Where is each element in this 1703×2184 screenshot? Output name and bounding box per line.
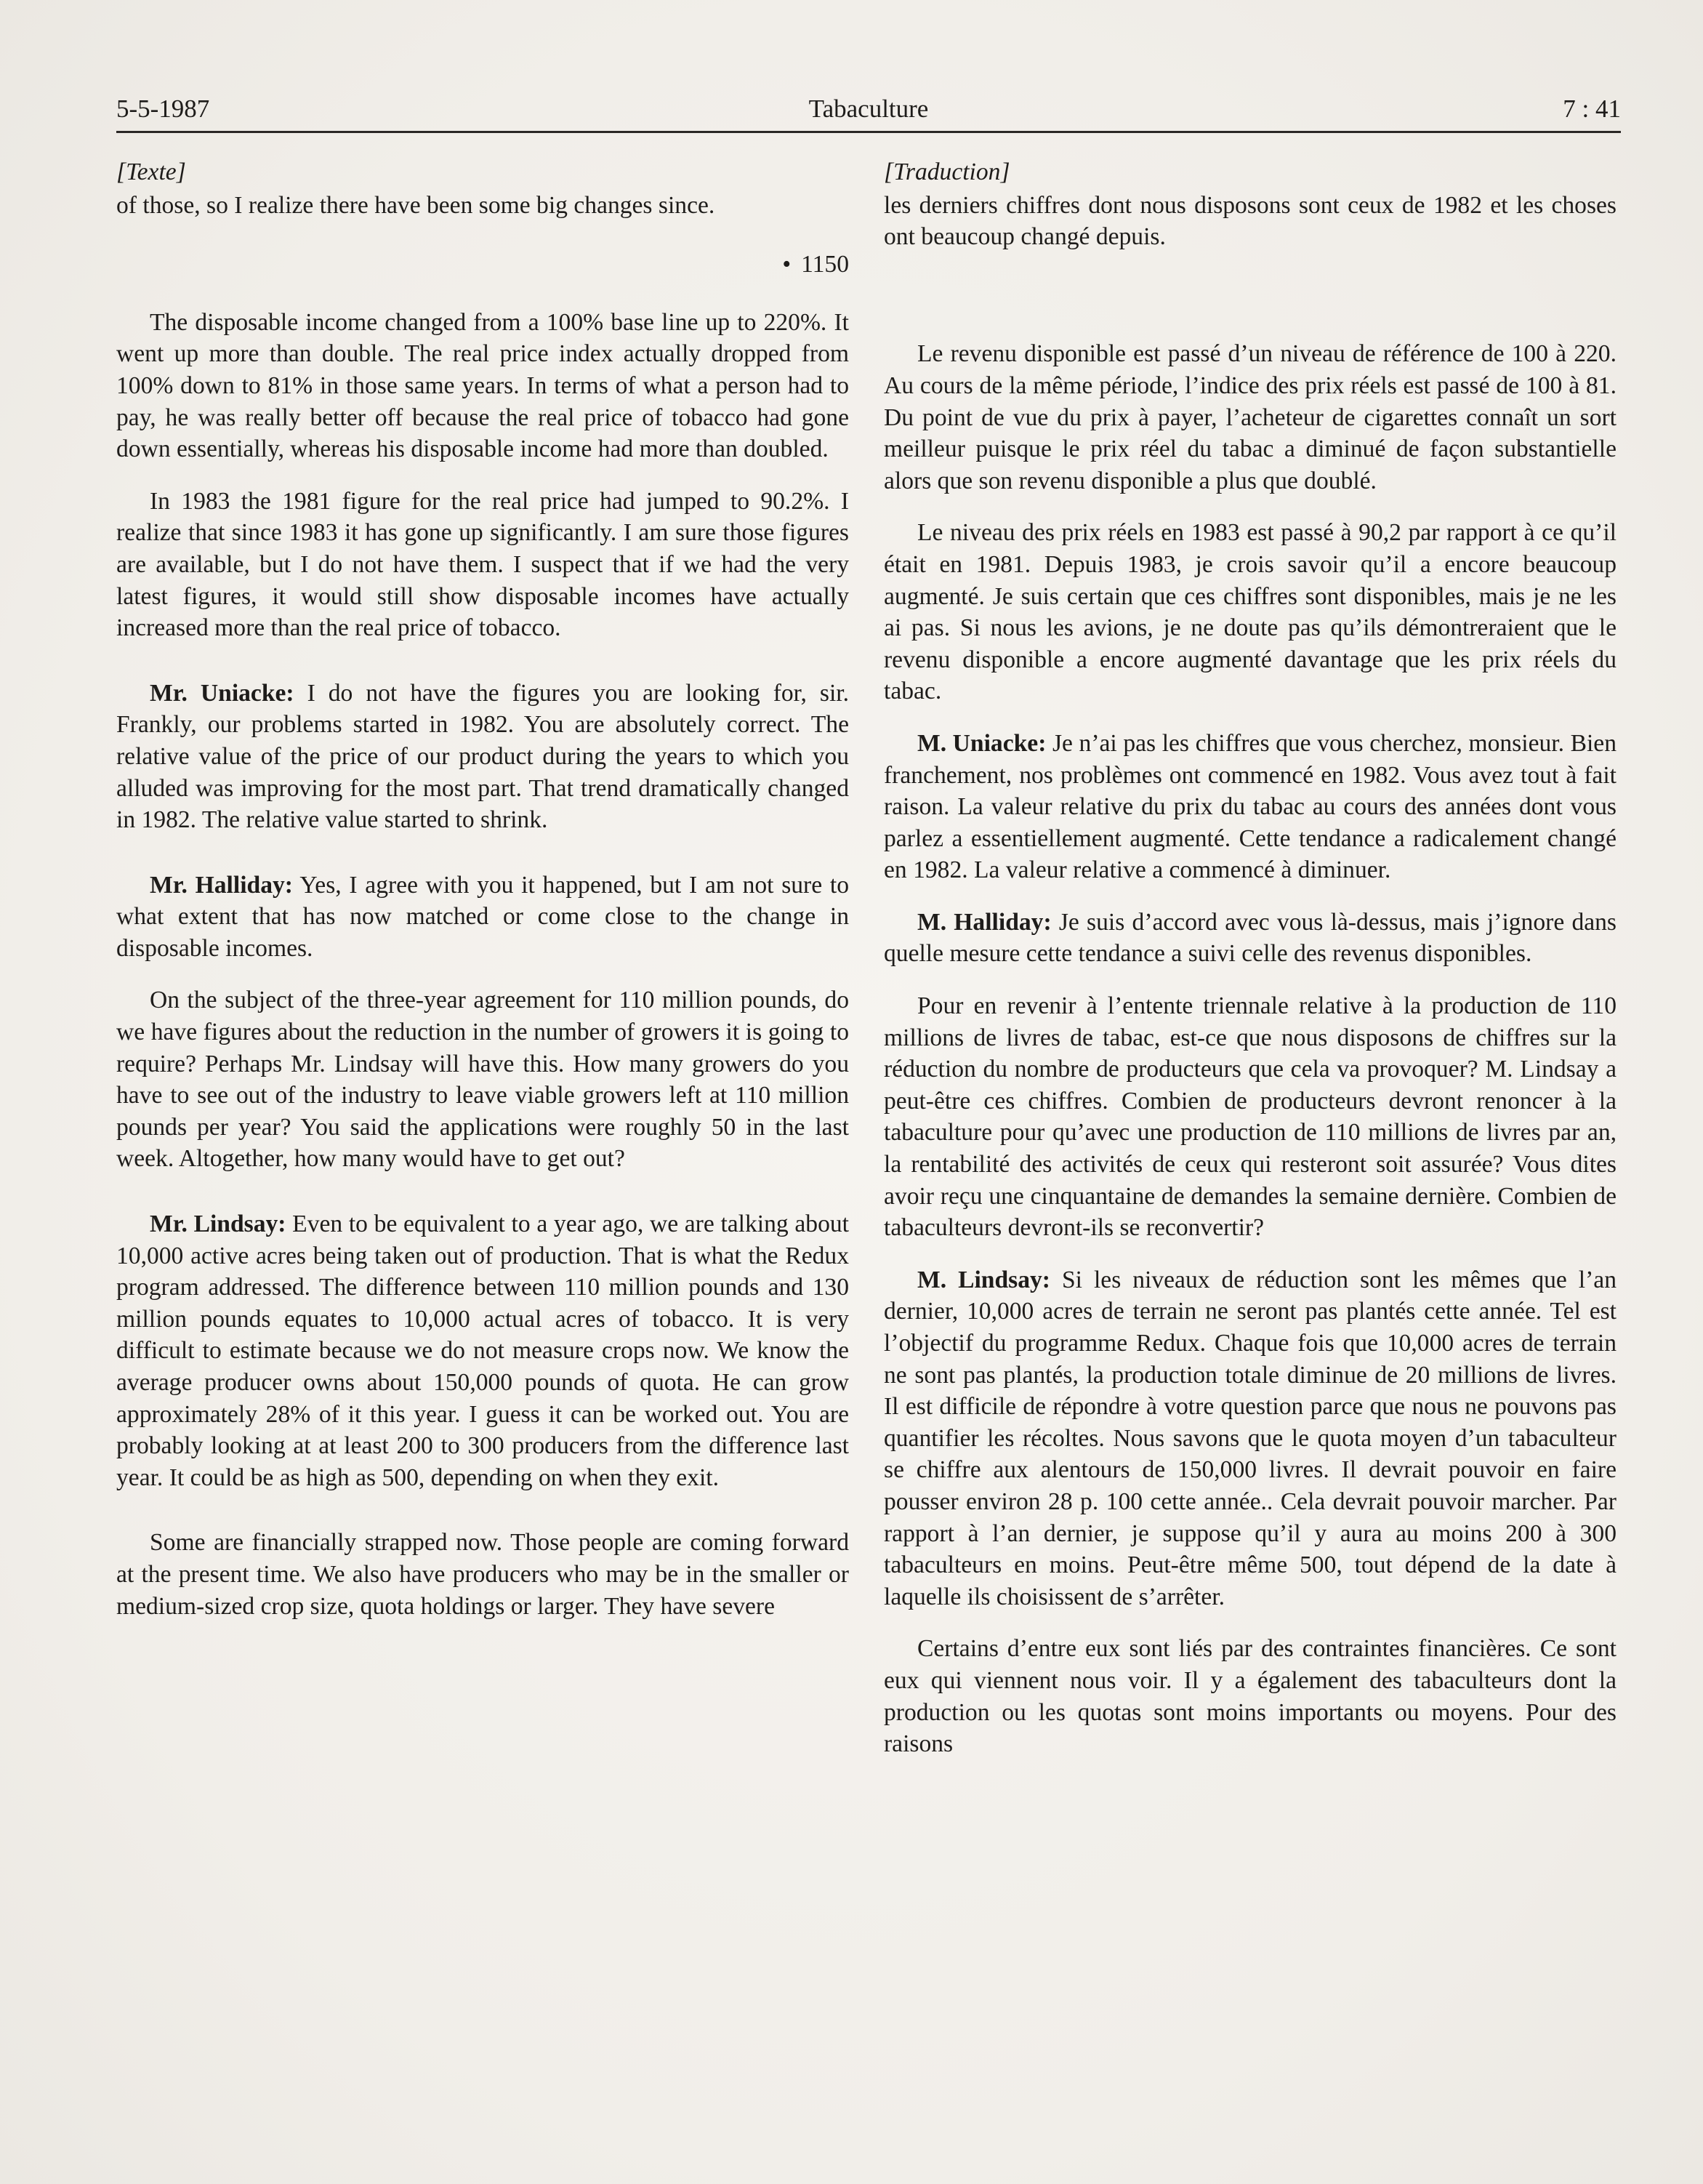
speech-text: Je suis d’accord avec vous là-dessus, mais j’ignore dans quelle mesure cette tendance a suivi celle des revenus disponibles. <box>884 908 1617 968</box>
header-date: 5-5-1987 <box>116 95 210 123</box>
right-column-french <box>884 156 1617 1760</box>
left-paragraph-6: On the subject of the three-year agreement for 110 million pounds, do we have figures about the reduction in the number of growers it is going to require? Perhaps Mr. Lindsay will have this. How many growers do you have to see out of the industry to leave viable growers left at 110 million pounds per year? You said the applications were roughly 50 in the last week. Altogether, how many would have to get out? <box>116 987 849 1173</box>
right-paragraph-2: Le revenu disponible est passé d’un niveau de référence de 100 à 220. Au cours de la même période, l’indice des prix réels est passé de 100 à 81. Du point de vue du prix à payer, l’acheteur de cigarettes connaît un sort meilleur puisque le prix réel du tabac a diminué de façon substantielle alors que son revenu disponible a plus que doublé. <box>884 340 1617 494</box>
header-rule <box>116 131 1621 133</box>
right-paragraph-6: Pour en revenir à l’entente triennale relative à la production de 110 millions de livres de tabac, est-ce que nous disposons de chiffres sur la réduction du nombre de producteurs que cela va provoquer? M. Lindsay a peut-être ces chiffres. Combien de producteurs devront renoncer à la tabaculture pour qu’avec une production de 110 millions de livres par an, la rentabilité des activités de ceux qui resteront soit assurée? Vous dites avoir reçu une cinquantaine de demandes la semaine dernière. Combien de tabaculteurs devront-ils se reconvertir? <box>884 992 1617 1242</box>
right-paragraph-8: Certains d’entre eux sont liés par des contraintes financières. Ce sont eux qui viennent nous voir. Il y a également des tabaculteurs dont la production ou les quotas sont moins importants ou moyens. Pour des raisons <box>884 1635 1617 1758</box>
left-paragraph-8: Some are financially strapped now. Those people are coming forward at the present time. We also have producers who may be in the smaller or medium-sized crop size, quota holdings or larger. They have severe <box>116 1529 849 1620</box>
speech-text: I do not have the figures you are looking for, sir. Frankly, our problems started in 1982. You are absolutely correct. The relative value of the price of our product during the years to which you alluded was improving for the most part. That trend dramatically changed in 1982. The relative value started to shrink. <box>116 679 850 834</box>
left-paragraph-5 <box>116 870 849 965</box>
left-column-english <box>116 156 849 1622</box>
time-marker <box>116 249 849 281</box>
bullet-icon: • <box>782 251 792 278</box>
speaker-name: M. Uniacke: <box>917 729 1047 757</box>
speech-text: Si les niveaux de réduction sont les mêmes que l’an dernier, 10,000 acres de terrain ne seront pas plantés cette année. Tel est l’objectif du programme Redux. Chaque fois que 10,000 acres de terrain ne sont pas plantés, la production totale diminue de 20 millions de livres. Il est difficile de répondre à votre question parce que nous ne pouvons pas quantifier les récoltes. Nous savons que le quota moyen d’un tabaculteur se chiffre aux alentours de 150,000 livres. Il devrait pouvoir en faire pousser environ 28 p. 100 cette année.. Cela devrait pouvoir marcher. Par rapport à l’an dernier, je suppose qu’il y aura au moins 200 à 300 tabaculteurs en moins. Peut-être même 500, tout dépend de la date à laquelle ils choisissent de s’arrêter. <box>884 1266 1617 1610</box>
header-page-number: 7 : 41 <box>1563 95 1621 123</box>
right-column-label: [Traduction] <box>884 158 1010 185</box>
left-paragraph-3: In 1983 the 1981 figure for the real price had jumped to 90.2%. I realize that since 1983 it has gone up significantly. I am sure those figures are available, but I do not have them. I suspect that if we had the very latest figures, it would still show disposable incomes have actually increased more than the real price of tobacco. <box>116 487 849 642</box>
right-paragraph-3: Le niveau des prix réels en 1983 est passé à 90,2 par rapport à ce qu’il était en 1981. Depuis 1983, je crois savoir qu’il a encore beaucoup augmenté. Je suis certain que ces chiffres sont disponibles, mais je ne les ai pas. Si nous les avions, je ne doute pas qu’ils démontreraient que le revenu disponible a encore augmenté davantage que les prix réels du tabac. <box>884 519 1617 705</box>
left-paragraph-7 <box>116 1208 849 1493</box>
speaker-name: Mr. Lindsay: <box>150 1211 286 1238</box>
right-paragraph-4 <box>884 728 1617 886</box>
speech-text: Even to be equivalent to a year ago, we are talking about 10,000 active acres being taken out of production. That is what the Redux program addressed. The difference between 110 million pounds and 130 million pounds equates to 10,000 actual acres of tobacco. It is very difficult to estimate because we do not measure crops now. We know the average producer owns about 150,000 pounds of quota. He can grow approximately 28% of it this year. I guess it can be worked out. You are probably looking at at least 200 to 300 producers from the difference last year. It could be as high as 500, depending on when they exit. <box>116 1211 849 1491</box>
right-paragraph-5 <box>884 907 1617 970</box>
speaker-name: Mr. Halliday: <box>150 871 293 899</box>
right-paragraph-1: les derniers chiffres dont nous disposons sont ceux de 1982 et les choses ont beaucoup changé depuis. <box>884 191 1617 251</box>
left-paragraph-1: of those, so I realize there have been some big changes since. <box>116 191 715 219</box>
speaker-name: M. Halliday: <box>917 908 1052 936</box>
left-paragraph-4 <box>116 678 849 836</box>
left-paragraph-2: The disposable income changed from a 100% base line up to 220%. It went up more than double. The real price index actually dropped from 100% down to 81% in those same years. In terms of what a person had to pay, he was really better off because the real price of tobacco had gone down essentially, whereas his disposable income had more than doubled. <box>116 308 849 463</box>
left-column-label: [Texte] <box>116 158 186 185</box>
time-marker-value: 1150 <box>801 251 849 278</box>
right-paragraph-7 <box>884 1264 1617 1613</box>
speaker-name: M. Lindsay: <box>917 1266 1050 1293</box>
speaker-name: Mr. Uniacke: <box>150 679 294 707</box>
speech-text: Yes, I agree with you it happened, but I am not sure to what extent that has now matched or come close to the change in disposable incomes. <box>116 871 849 962</box>
header-title: Tabaculture <box>808 95 929 123</box>
speech-text: Je n’ai pas les chiffres que vous cherchez, monsieur. Bien franchement, nos problèmes ont commencé en 1982. Vous avez tout à fait raison. La valeur relative du prix du tabac au cours des années dont vous parlez a essentiellement augmenté. Cette tendance a radicalement changé en 1982. La valeur relative a commencé à diminuer. <box>884 729 1617 884</box>
page-header <box>116 93 1621 125</box>
